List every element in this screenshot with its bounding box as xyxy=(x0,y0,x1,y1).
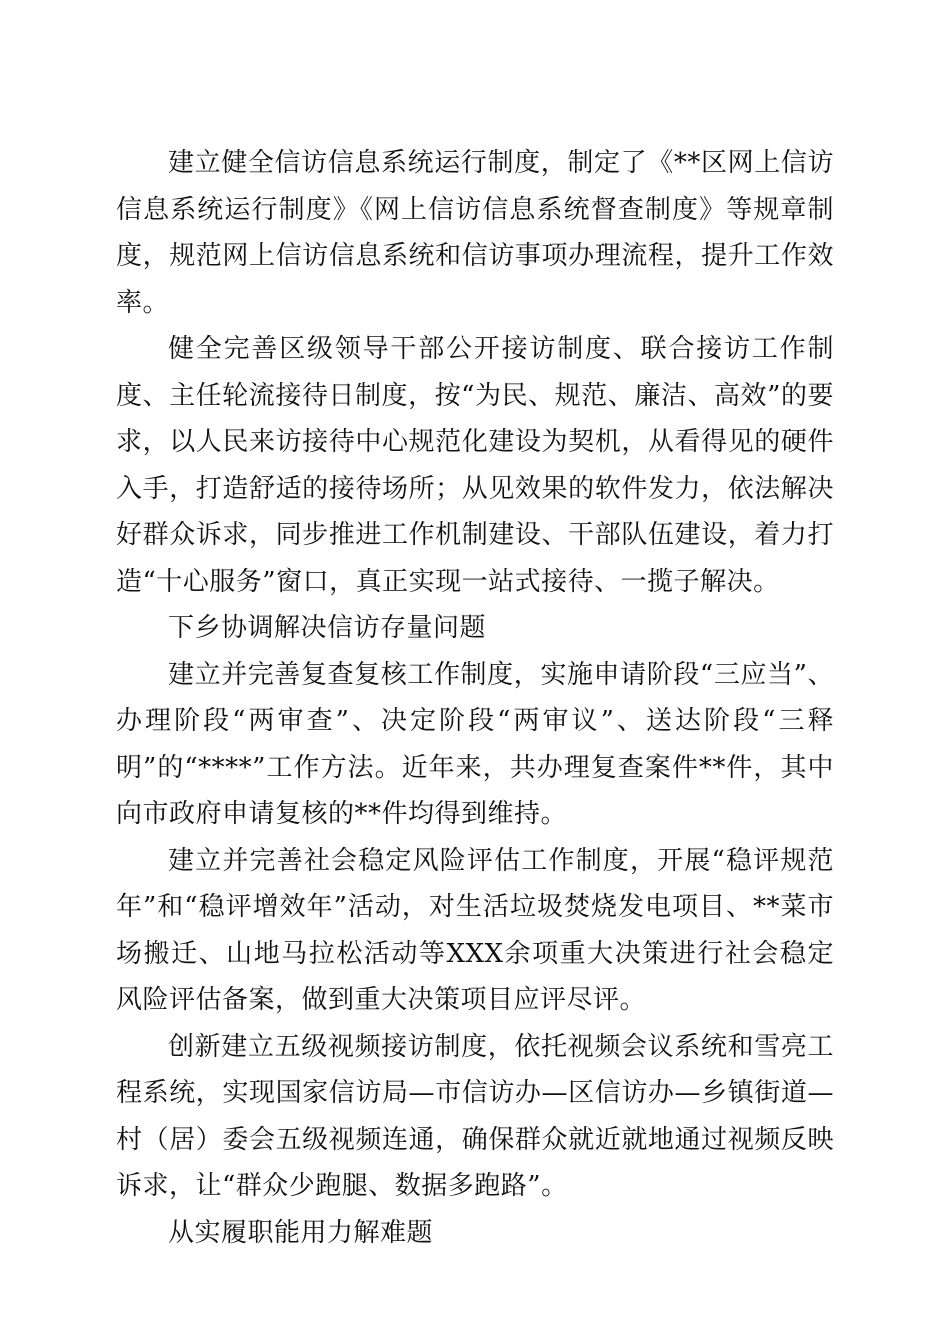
paragraph-review-system: 建立并完善复查复核工作制度，实施申请阶段“三应当”、办理阶段“两审查”、决定阶段“两审议”、送达阶段“三释明”的“****”工作方法。近年来，共办理复查案件**件，其中向市政府申请复核的**件均得到维持。 xyxy=(116,659,834,829)
paragraph-video-reception: 创新建立五级视频接访制度，依托视频会议系统和雪亮工程系统，实现国家信访局—市信访办—区信访办—乡镇街道—村（居）委会五级视频连通，确保群众就近就地通过视频反映诉求，让“群众少跑腿、数据多跑路”。 xyxy=(116,1031,834,1201)
document-body xyxy=(116,140,834,1256)
paragraph-risk-assessment: 建立并完善社会稳定风险评估工作制度，开展“稳评规范年”和“稳评增效年”活动，对生活垃圾焚烧发电项目、**菜市场搬迁、山地马拉松活动等XXX余项重大决策进行社会稳定风险评估备案，做到重大决策项目应评尽评。 xyxy=(116,845,834,1015)
paragraph-leadership-reception: 健全完善区级领导干部公开接访制度、联合接访工作制度、主任轮流接待日制度，按“为民、规范、廉洁、高效”的要求，以人民来访接待中心规范化建设为契机，从看得见的硬件入手，打造舒适的接待场所；从见效果的软件发力，依法解决好群众诉求，同步推进工作机制建设、干部队伍建设，着力打造“十心服务”窗口，真正实现一站式接待、一揽子解决。 xyxy=(116,334,834,597)
section-heading-rural-coordination: 下乡协调解决信访存量问题 xyxy=(168,613,487,643)
paragraph-system-operation: 建立健全信访信息系统运行制度，制定了《**区网上信访信息系统运行制度》《网上信访信息系统督查制度》等规章制度，规范网上信访信息系统和信访事项办理流程，提升工作效率。 xyxy=(116,148,834,318)
section-heading-duty-performance: 从实履职能用力解难题 xyxy=(168,1217,434,1248)
